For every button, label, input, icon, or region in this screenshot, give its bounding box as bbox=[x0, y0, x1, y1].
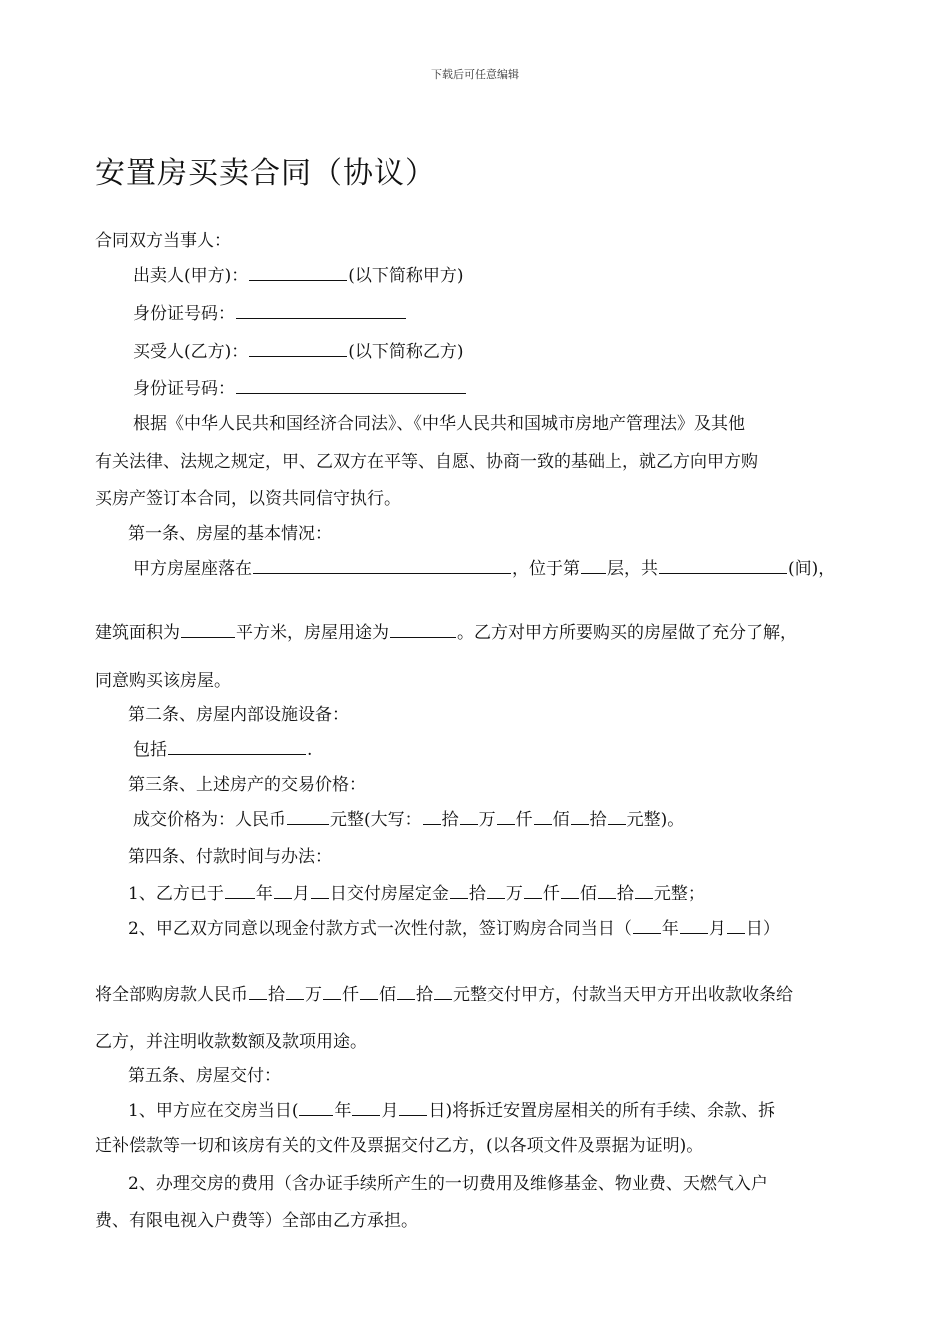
full-payment-blank-3[interactable] bbox=[323, 983, 341, 1000]
deposit-text-j: 元整； bbox=[653, 884, 705, 904]
article5-handover-line-2: 迁补偿款等一切和该房有关的文件及票据交付乙方，(以各项文件及票据为证明)。 bbox=[95, 1136, 704, 1156]
full-payment-text-d: 仟 bbox=[342, 985, 359, 1005]
article2-include-line bbox=[133, 738, 312, 761]
preamble-line-1: 根据《中华人民共和国经济合同法》、《中华人民共和国城市房地产管理法》及其他 bbox=[133, 414, 745, 434]
handover-text-d: 日)将拆迁安置房屋相关的所有手续、余款、拆 bbox=[428, 1101, 776, 1121]
payment-month-blank[interactable] bbox=[680, 917, 708, 934]
deposit-blank-6[interactable] bbox=[635, 882, 653, 899]
article1-text-d: (间)， bbox=[788, 559, 836, 579]
price-text-f: 佰 bbox=[552, 810, 570, 830]
article4-deposit-line bbox=[128, 882, 705, 905]
price-text-a: 成交价格为：人民币 bbox=[133, 810, 286, 830]
location-blank[interactable] bbox=[253, 557, 511, 574]
deposit-text-h: 佰 bbox=[579, 884, 597, 904]
buyer-id-line bbox=[133, 377, 467, 400]
full-payment-text-e: 佰 bbox=[379, 985, 396, 1005]
deposit-text-g: 仟 bbox=[542, 884, 560, 904]
deposit-blank-3[interactable] bbox=[524, 882, 542, 899]
handover-day-blank[interactable] bbox=[399, 1099, 427, 1116]
area-blank[interactable] bbox=[181, 621, 235, 638]
price-blank-6[interactable] bbox=[608, 808, 626, 825]
payment-text-c: 月 bbox=[708, 919, 726, 939]
deposit-text-b: 年 bbox=[255, 884, 273, 904]
deposit-blank-4[interactable] bbox=[561, 882, 579, 899]
handover-text-c: 月 bbox=[381, 1101, 399, 1121]
buyer-id-label: 身份证号码： bbox=[133, 379, 235, 399]
buyer-name-blank[interactable] bbox=[249, 340, 347, 357]
seller-suffix: (以下简称甲方) bbox=[348, 266, 464, 286]
price-blank-2[interactable] bbox=[460, 808, 478, 825]
buyer-id-blank[interactable] bbox=[236, 377, 466, 394]
article5-fees-line-2: 费、有限电视入户费等）全部由乙方承担。 bbox=[95, 1211, 418, 1231]
page-title: 安置房买卖合同（协议） bbox=[95, 156, 436, 191]
article3-heading: 第三条、上述房产的交易价格： bbox=[128, 775, 366, 795]
price-text-c: 拾 bbox=[441, 810, 459, 830]
price-text-g: 拾 bbox=[589, 810, 607, 830]
price-text-d: 万 bbox=[478, 810, 496, 830]
seller-id-blank[interactable] bbox=[236, 302, 406, 319]
payment-text-d: 日） bbox=[745, 919, 780, 939]
article4-receipt-line: 乙方，并注明收款数额及款项用途。 bbox=[95, 1032, 367, 1052]
seller-id-label: 身份证号码： bbox=[133, 304, 235, 324]
handover-month-blank[interactable] bbox=[352, 1099, 380, 1116]
deposit-blank-2[interactable] bbox=[487, 882, 505, 899]
price-text-h: 元整)。 bbox=[626, 810, 685, 830]
article1-text-g: 。乙方对甲方所要购买的房屋做了充分了解， bbox=[457, 623, 797, 643]
handover-year-blank[interactable] bbox=[299, 1099, 333, 1116]
full-payment-blank-5[interactable] bbox=[397, 983, 415, 1000]
floor-blank[interactable] bbox=[581, 557, 606, 574]
article1-text-f: 平方米，房屋用途为 bbox=[236, 623, 389, 643]
deposit-text-d: 日交付房屋定金 bbox=[329, 884, 449, 904]
handover-text-b: 年 bbox=[334, 1101, 352, 1121]
rooms-blank[interactable] bbox=[659, 557, 787, 574]
full-payment-blank-4[interactable] bbox=[360, 983, 378, 1000]
article4-payment-line bbox=[128, 917, 780, 940]
full-payment-text-a: 将全部购房款人民币 bbox=[95, 985, 248, 1005]
deposit-text-i: 拾 bbox=[616, 884, 634, 904]
parties-intro: 合同双方当事人： bbox=[95, 231, 231, 251]
payment-day-blank[interactable] bbox=[727, 917, 745, 934]
deposit-year-blank[interactable] bbox=[225, 882, 255, 899]
seller-id-line bbox=[133, 302, 407, 325]
price-text-b: 元整(大写： bbox=[330, 810, 422, 830]
seller-name-blank[interactable] bbox=[249, 264, 347, 281]
price-blank-5[interactable] bbox=[571, 808, 589, 825]
deposit-text-c: 月 bbox=[292, 884, 310, 904]
preamble-line-2: 有关法律、法规之规定，甲、乙双方在平等、自愿、协商一致的基础上，就乙方向甲方购 bbox=[95, 452, 758, 472]
article1-agree-line: 同意购买该房屋。 bbox=[95, 671, 231, 691]
article1-heading: 第一条、房屋的基本情况： bbox=[128, 524, 332, 544]
full-payment-text-g: 元整交付甲方，付款当天甲方开出收款收条给 bbox=[453, 985, 793, 1005]
payment-year-blank[interactable] bbox=[633, 917, 661, 934]
price-blank[interactable] bbox=[287, 808, 329, 825]
article4-heading: 第四条、付款时间与办法： bbox=[128, 847, 332, 867]
article1-text-e: 建筑面积为 bbox=[95, 623, 180, 643]
full-payment-blank-2[interactable] bbox=[286, 983, 304, 1000]
article5-handover-line bbox=[128, 1099, 775, 1122]
full-payment-blank-1[interactable] bbox=[249, 983, 267, 1000]
price-text-e: 仟 bbox=[515, 810, 533, 830]
page-header-note: 下载后可任意编辑 bbox=[431, 68, 519, 81]
article1-text-a: 甲方房屋座落在 bbox=[133, 559, 252, 579]
seller-label: 出卖人(甲方)： bbox=[133, 266, 249, 286]
deposit-month-blank[interactable] bbox=[274, 882, 292, 899]
buyer-suffix: (以下简称乙方) bbox=[348, 342, 464, 362]
price-blank-4[interactable] bbox=[534, 808, 552, 825]
price-blank-3[interactable] bbox=[497, 808, 515, 825]
full-payment-text-c: 万 bbox=[305, 985, 322, 1005]
deposit-text-a: 1、乙方已于 bbox=[128, 884, 224, 904]
payment-text-b: 年 bbox=[661, 919, 679, 939]
article2-text-b: . bbox=[307, 740, 313, 760]
price-blank-1[interactable] bbox=[423, 808, 441, 825]
seller-line bbox=[133, 264, 464, 287]
deposit-text-e: 拾 bbox=[468, 884, 486, 904]
article2-heading: 第二条、房屋内部设施设备： bbox=[128, 705, 349, 725]
article1-text-b: ，位于第 bbox=[512, 559, 580, 579]
article4-full-payment-line bbox=[95, 983, 793, 1006]
article5-heading: 第五条、房屋交付： bbox=[128, 1066, 281, 1086]
full-payment-blank-6[interactable] bbox=[434, 983, 452, 1000]
buyer-line bbox=[133, 340, 464, 363]
full-payment-text-f: 拾 bbox=[416, 985, 433, 1005]
article1-area-line bbox=[95, 621, 797, 644]
payment-text-a: 2、甲乙双方同意以现金付款方式一次性付款，签订购房合同当日（ bbox=[128, 919, 632, 939]
deposit-blank-5[interactable] bbox=[598, 882, 616, 899]
facilities-blank[interactable] bbox=[168, 738, 306, 755]
article2-text-a: 包括 bbox=[133, 740, 167, 760]
deposit-text-f: 万 bbox=[505, 884, 523, 904]
article5-fees-line: 2、办理交房的费用（含办证手续所产生的一切费用及维修基金、物业费、天燃气入户 bbox=[128, 1174, 768, 1194]
buyer-label: 买受人(乙方)： bbox=[133, 342, 249, 362]
handover-text-a: 1、甲方应在交房当日( bbox=[128, 1101, 299, 1121]
deposit-blank-1[interactable] bbox=[450, 882, 468, 899]
article1-text-c: 层，共 bbox=[607, 559, 658, 579]
full-payment-text-b: 拾 bbox=[268, 985, 285, 1005]
preamble-line-3: 买房产签订本合同，以资共同信守执行。 bbox=[95, 489, 401, 509]
usage-blank[interactable] bbox=[390, 621, 456, 638]
article3-price-line bbox=[133, 808, 684, 831]
deposit-day-blank[interactable] bbox=[311, 882, 329, 899]
article1-location-line bbox=[133, 557, 835, 580]
